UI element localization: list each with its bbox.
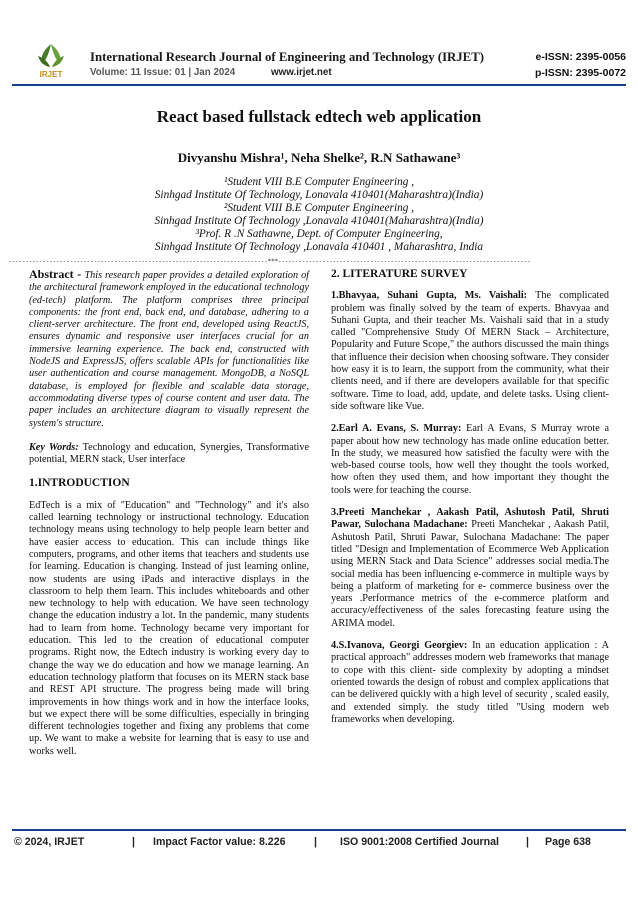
footer-divider xyxy=(12,829,626,831)
right-column xyxy=(331,268,609,736)
footer-copyright: © 2024, IRJET xyxy=(14,836,85,848)
survey-item-lead: 3.Preeti Manchekar , Aakash Patil, Ashutosh Patil, Shruti Pawar, Sulochana Madachane: xyxy=(331,507,609,531)
keywords-text: Technology and education, Synergies, Transformative potential, MERN stack, User interface xyxy=(29,441,309,466)
survey-item xyxy=(331,507,609,630)
footer-divider-mark: | xyxy=(526,836,529,848)
survey-item xyxy=(331,640,609,726)
irjet-logo-icon xyxy=(34,42,68,80)
affiliation-line: ³Prof. R .N Sathawne, Dept. of Computer Engineering, xyxy=(195,228,443,240)
affiliation-line: ¹Student VIII B.E Computer Engineering , xyxy=(223,176,415,188)
affiliation-line: ²Student VIII B.E Computer Engineering , xyxy=(223,202,415,214)
abstract xyxy=(29,268,309,430)
journal-name: International Research Journal of Engineering and Technology (IRJET) xyxy=(90,50,485,64)
survey-item-text: Preeti Manchekar , Aakash Patil, Ashutosh Patil, Shruti Pawar, Sulochana Madachane: The paper titled "Design and Implementation of Ecommerce Web Application using MERN Stack and Data Science" addresses social media.The social media has been influencing e-commerce in multiple ways by being a platform of marketing for e- commerce business over the years .Performance metrics of the e-commerce platform and accuracy/effectiveness of the sales forecasting feature using the ARIMA model. xyxy=(331,519,610,629)
page-header xyxy=(0,0,638,86)
survey-item-text: The complicated problem was finally solved by the team of experts. Bhavyaa and Suhani Gupta, and their teacher Ms. Vaishali said that in a study called "Comprehensive Study Of MERN Stack – Architecture, Popularity and Future Scope," the authors discussed the main things that influence their decision when choosing software. They consider how easy it is to learn, the support from the community, what their clients need, and if there are developers available for that specific software. Time to load, add, update, and delete tasks. Using client-side software like Vue. xyxy=(331,290,609,412)
left-column xyxy=(29,268,309,768)
survey-item-text: In an education application : A practical approach" addresses modern web frameworks that manage to cope with this client- side complexity by adopting a mindset oriented towards the design of robust and complex applications that can be delivered quickly with a high level of security , scaled easily, and extended simply. the study titled "Using modern web frameworks when developing. xyxy=(331,640,609,725)
author-list: Divyanshu Mishra¹, Neha Shelke², R.N Sathawane³ xyxy=(177,150,461,165)
intro-text: EdTech is a mix of "Education" and "Technology" and it's also called learning technology or instructional technology. Education technology means using technology to help people learn better and have easier access to education. This can include things like computers, programs, and other items that teachers and students use for learning. Education is changing. Instead of just learning online, now students are using iPads and interactive displays in the classroom to help them learn. This includes whiteboards and other new technology to help with education. We have seen technology change the education industry a lot. In the pandemic, many students had to learn from home. Technology became very important for education. This led to the creation of educational computer programs. Right now, the Edtech industry is working every day to change the way we do education and how we manage learning. An education technology platform that focuses on its MERN stack base and REST API structure. The progress being made will bring improvements in how things work and in how the interface looks, but we expect there will be some difficulties, especially in bringing different technologies together and fixing any problems that come up. We want to make a website for learning that is easy to use and works well. xyxy=(29,499,309,757)
journal-website[interactable]: www.irjet.net xyxy=(271,67,332,78)
intro-heading: 1.INTRODUCTION xyxy=(29,477,130,490)
p-issn: p-ISSN: 2395-0072 xyxy=(534,67,626,79)
keywords xyxy=(29,442,309,467)
survey-item xyxy=(331,290,609,413)
abstract-label: Abstract - xyxy=(29,267,85,281)
survey-item-lead: 4.S.Ivanova, Georgi Georgiev: xyxy=(331,640,468,652)
svg-text:IRJET: IRJET xyxy=(39,70,63,79)
survey-heading: 2. LITERATURE SURVEY xyxy=(331,268,468,280)
abstract-text: This research paper provides a detailed exploration of the architectural framework employed in the educational technology (ed-tech) platform. The platform comprises three principal components: the front end, back end, and database, adhering to a client-server architecture. The front end, developed using ReactJS, ensures dynamic and responsive user interfaces crucial for an immersive learning experience. The back end, constructed with NodeJS and ExpressJS, offers scalable APIs for functionalities like user authentication and course management. MongoDB, a NoSQL database, is employed for flexible and scalable data storage, accommodating diverse types of course content and user data. The paper includes an architecture diagram to visually represent the system's structure. xyxy=(29,270,309,429)
header-divider xyxy=(12,84,626,86)
affiliation-line: Sinhgad Institute Of Technology ,Lonavala 410401 , Maharashtra, India xyxy=(154,241,484,253)
survey-item-text: Earl A Evans, S Murray wrote a paper about how new technology has made online education better. In the study, we measured how satisfied the faculty were with the web-based course tools, how well they thought the tools worked, how often they used them, and how important they thought the tools were for teaching the course. xyxy=(331,423,609,496)
footer-impact-factor: Impact Factor value: 8.226 xyxy=(153,836,286,848)
survey-item-lead: 1.Bhavyaa, Suhani Gupta, Ms. Vaishali: xyxy=(331,290,528,302)
footer-iso: ISO 9001:2008 Certified Journal xyxy=(340,836,499,848)
footer-divider-mark: | xyxy=(132,836,135,848)
paper-title: React based fullstack edtech web application xyxy=(156,107,482,126)
e-issn: e-ISSN: 2395-0056 xyxy=(535,51,626,63)
affiliation-line: Sinhgad Institute Of Technology, Lonavala 410401(Maharashtra)(India) xyxy=(154,189,484,201)
footer-divider-mark: | xyxy=(314,836,317,848)
survey-item-lead: 2.Earl A. Evans, S. Murray: xyxy=(331,423,462,435)
survey-item xyxy=(331,423,609,497)
keywords-label: Key Words: xyxy=(29,441,79,453)
section-separator: ----------------------------------------------------------------------------***-------------------------------------------------------------------------- xyxy=(8,257,531,265)
affiliation-line: Sinhgad Institute Of Technology ,Lonavala 410401(Maharashtra)(India) xyxy=(154,215,484,227)
volume-issue: Volume: 11 Issue: 01 | Jan 2024 xyxy=(90,67,236,78)
footer-page-number: Page 638 xyxy=(545,836,591,848)
